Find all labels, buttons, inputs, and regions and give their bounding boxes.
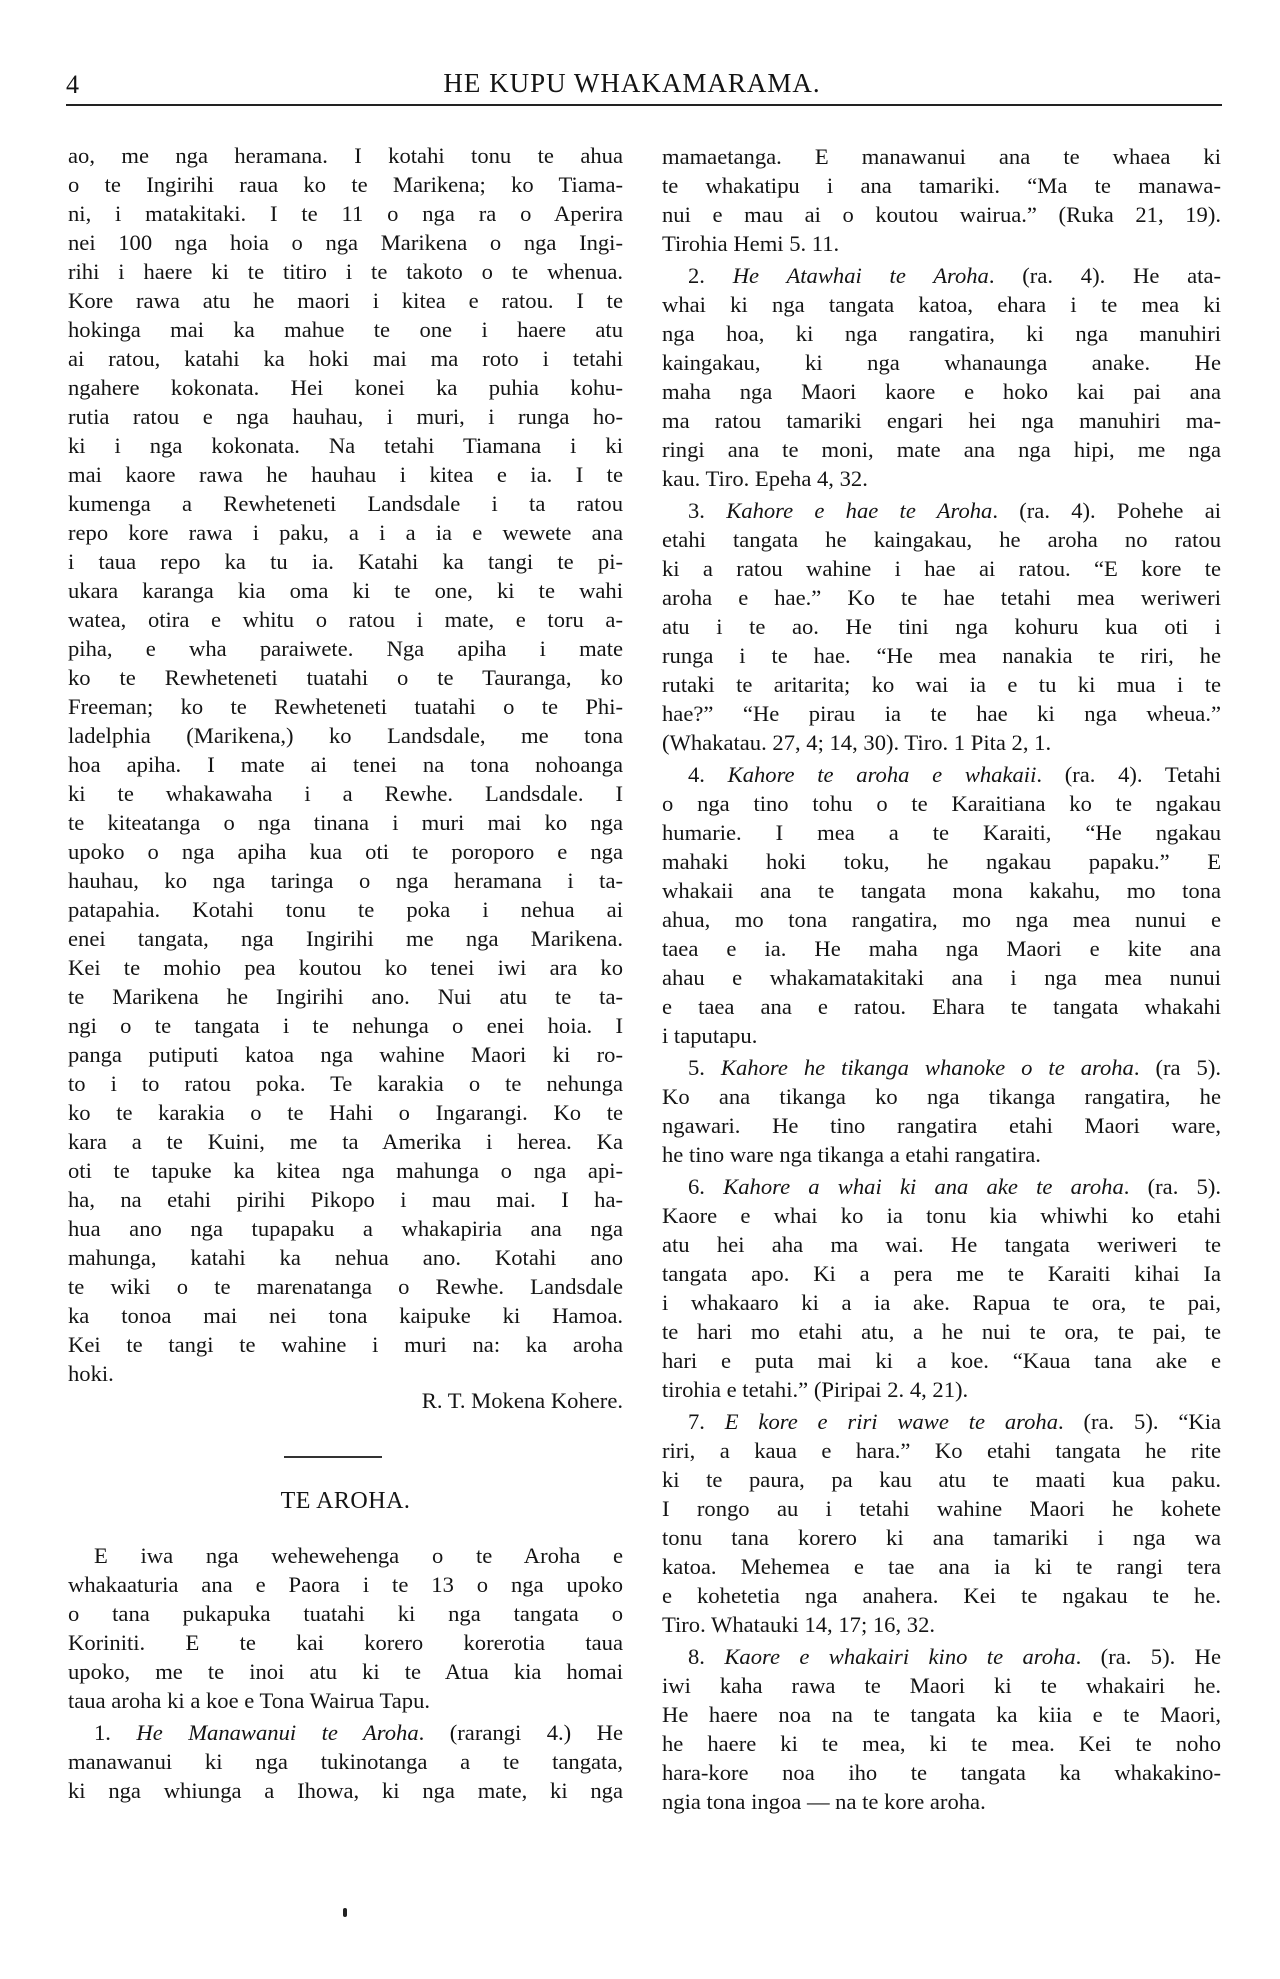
text-line: ni, i matakitaki. I te 11 o nga ra o Aperira <box>68 201 623 226</box>
text-line: He haere noa na te tangata ka kiia e te Maori, <box>662 1702 1221 1727</box>
text-line: riri, a kaua e hara.” Ko etahi tangata he rite <box>662 1438 1221 1463</box>
text-segment: 8. <box>688 1644 725 1669</box>
text-segment: . (rarangi 4.) He <box>418 1720 623 1745</box>
text-line: ringi ana te moni, mate ana nga hipi, me nga <box>662 437 1221 462</box>
italic-heading: He Atawhai te Aroha <box>732 263 989 288</box>
text-line: hua ano nga tupapaku a whakapiria ana nga <box>68 1216 623 1241</box>
section-divider <box>284 1456 382 1458</box>
text-segment: . (ra. 5). “Kia <box>1058 1409 1221 1434</box>
text-line: kau. Tiro. Epeha 4, 32. <box>662 466 868 491</box>
text-line: hoki. <box>68 1361 114 1386</box>
italic-heading: Kahore a whai ki ana ake te aroha <box>723 1174 1124 1199</box>
text-segment: 4. <box>688 762 728 787</box>
text-line: o tana pukapuka tuatahi ki nga tangata o <box>68 1601 623 1626</box>
text-line: ngahere kokonata. Hei konei ka puhia kohu- <box>68 375 623 400</box>
article-signature: R. T. Mokena Kohere. <box>421 1388 623 1413</box>
italic-heading: Kahore te aroha e whakaii <box>727 762 1037 787</box>
text-segment: 1. <box>94 1720 137 1745</box>
text-segment: . (ra. 4). Pohehe ai <box>992 498 1222 523</box>
text-line: i taputapu. <box>662 1023 758 1048</box>
text-line: te wiki o te marenatanga o Rewhe. Landsdale <box>68 1274 623 1299</box>
text-line: ahua, mo tona rangatira, mo nga mea nunui e <box>662 907 1221 932</box>
text-line: tangata apo. Ki a pera me te Karaiti kihai Ia <box>662 1261 1221 1286</box>
text-line: whakaaturia ana e Paora i te 13 o nga upoko <box>68 1572 623 1597</box>
text-line: panga putiputi katoa nga wahine Maori ki ro- <box>68 1042 623 1067</box>
text-line <box>662 1172 1221 1201</box>
italic-heading: Kahore he tikanga whanoke o te aroha <box>720 1055 1134 1080</box>
text-line <box>68 1718 623 1747</box>
text-line: upoko o nga apiha kua oti te poroporo e nga <box>68 839 623 864</box>
text-line: kaingakau, ki nga whanaunga anake. He <box>662 350 1221 375</box>
text-line: ahau e whakamatakitaki ana i nga mea nunui <box>662 965 1221 990</box>
text-segment: . (ra. 5). He <box>1075 1644 1221 1669</box>
paragraph <box>662 142 1221 258</box>
text-line: atu i te ao. He tini nga kohuru kua oti i <box>662 614 1221 639</box>
paragraph <box>662 1053 1221 1169</box>
text-line: whai ki nga tangata katoa, ehara i te mea ki <box>662 292 1221 317</box>
text-line: ka tonoa mai nei tona kaipuke ki Hamoa. <box>68 1303 623 1328</box>
text-line: rutia ratou e nga hauhau, i muri, i runga ho- <box>68 404 623 429</box>
text-line: ukara karanga kia oma ki te one, ki te wahi <box>68 578 623 603</box>
text-line: taua aroha ki a koe e Tona Wairua Tapu. <box>68 1688 431 1713</box>
text-line: to i to ratou poka. Te karakia o te nehunga <box>68 1071 623 1096</box>
text-line: maha nga Maori kaore e hoko kai pai ana <box>662 379 1221 404</box>
text-segment: . (ra. 4). He ata- <box>988 263 1222 288</box>
italic-heading: E kore e riri wawe te aroha <box>724 1409 1058 1434</box>
text-line: watea, otira e whitu o ratou i mate, e toru a- <box>68 607 623 632</box>
text-line: hoa apiha. I mate ai tenei na tona nohoanga <box>68 752 623 777</box>
text-line: whakaii ana te tangata mona kakahu, mo tona <box>662 878 1221 903</box>
text-line: hara-kore noa iho te tangata ka whakakino- <box>662 1760 1221 1785</box>
header-rule <box>66 104 1222 106</box>
right-column-te-aroha <box>662 142 1221 1816</box>
text-line: tirohia e tetahi.” (Piripai 2. 4, 21). <box>662 1377 969 1402</box>
text-line: piha, e wha paraiwete. Nga apiha i mate <box>68 636 623 661</box>
paragraph <box>68 1541 623 1715</box>
text-line: patapahia. Kotahi tonu te poka i nehua ai <box>68 897 623 922</box>
text-segment: . (ra. 4). Tetahi <box>1036 762 1221 787</box>
text-line <box>662 496 1221 525</box>
text-line: ha, na etahi pirihi Pikopo i mau mai. I ha- <box>68 1187 623 1212</box>
text-line: nui e mau ai o koutou wairua.” (Ruka 21, 19). <box>662 202 1221 227</box>
text-line: mahaki hoki toku, he ngakau papaku.” E <box>662 849 1221 874</box>
text-line: mamaetanga. E manawanui ana te whaea ki <box>662 144 1221 169</box>
text-line: ai ratou, katahi ka hoki mai ma roto i tetahi <box>68 346 623 371</box>
text-line: katoa. Mehemea e tae ana ia ki te rangi tera <box>662 1554 1221 1579</box>
text-line: ngi o te tangata i te nehunga o enei hoia. I <box>68 1013 623 1038</box>
text-line: Kaore e whai ko ia tonu kia whiwhi ko etahi <box>662 1203 1221 1228</box>
paragraph <box>662 760 1221 1050</box>
text-line: hari e puta mai ki a koe. “Kaua tana ake e <box>662 1348 1221 1373</box>
left-column-article <box>68 141 623 1388</box>
text-line: ko te karakia o te Hahi o Ingarangi. Ko te <box>68 1100 623 1125</box>
ink-speck <box>343 1908 347 1917</box>
text-line: upoko, me te inoi atu ki te Atua kia homai <box>68 1659 623 1684</box>
text-line: he haere ki te mea, ki te mea. Kei te noho <box>662 1731 1221 1756</box>
text-line <box>662 261 1221 290</box>
text-line: Kore rawa atu he maori i kitea e ratou. I te <box>68 288 623 313</box>
text-line: aroha e hae.” Ko te hae tetahi mea weriweri <box>662 585 1221 610</box>
italic-heading: Kaore e whakairi kino te aroha <box>724 1644 1076 1669</box>
text-line: Kei te mohio pea koutou ko tenei iwi ara ko <box>68 955 623 980</box>
text-line: ki te paura, pa kau atu te maati kua paku. <box>662 1467 1221 1492</box>
text-line: (Whakatau. 27, 4; 14, 30). Tiro. 1 Pita 2, 1. <box>662 730 1052 755</box>
text-line: nga hoa, ki nga rangatira, ki nga manuhiri <box>662 321 1221 346</box>
text-line: ladelphia (Marikena,) ko Landsdale, me tona <box>68 723 623 748</box>
text-line: rihi i haere ki te titiro i te takoto o te whenua. <box>68 259 623 284</box>
italic-heading: Kahore e hae te Aroha <box>726 498 993 523</box>
text-line <box>662 1407 1221 1436</box>
text-line: ngia tona ingoa — na te kore aroha. <box>662 1789 986 1814</box>
text-line: iwi kaha rawa te Maori ki te whakairi he. <box>662 1673 1221 1698</box>
text-line: ki te whakawaha i a Rewhe. Landsdale. I <box>68 781 623 806</box>
left-column-te-aroha <box>68 1541 623 1805</box>
text-line: te Marikena he Ingirihi ano. Nui atu te ta- <box>68 984 623 1009</box>
text-line: ma ratou tamariki engari hei nga manuhiri ma- <box>662 408 1221 433</box>
paragraph <box>68 141 623 1388</box>
text-line: i whakaaro ki a ia ake. Rapua te ora, te pai, <box>662 1290 1221 1315</box>
text-line: he tino ware nga tikanga a etahi rangatira. <box>662 1142 1041 1167</box>
paragraph <box>662 496 1221 757</box>
paragraph <box>662 1407 1221 1639</box>
text-line: ngawari. He tino rangatira etahi Maori ware, <box>662 1113 1221 1138</box>
paragraph <box>68 1718 623 1805</box>
text-line: humarie. I mea a te Karaiti, “He ngakau <box>662 820 1221 845</box>
text-line: manawanui ki nga tukinotanga a te tangata, <box>68 1749 623 1774</box>
text-line <box>662 1642 1221 1671</box>
paragraph <box>662 1172 1221 1404</box>
text-line: runga i te hae. “He mea nanakia te riri, he <box>662 643 1221 668</box>
text-line: mahunga, katahi ka nehua ano. Kotahi ano <box>68 1245 623 1270</box>
text-line: te hari mo etahi atu, a he nui te ora, te pai, te <box>662 1319 1221 1344</box>
text-line: Tiro. Whatauki 14, 17; 16, 32. <box>662 1612 936 1637</box>
text-line: o te Ingirihi raua ko te Marikena; ko Tiama- <box>68 172 623 197</box>
italic-heading: He Manawanui te Aroha <box>136 1720 419 1745</box>
text-line: atu hei aha ma wai. He tangata weriweri te <box>662 1232 1221 1257</box>
paragraph <box>662 1642 1221 1816</box>
text-line: Kei te tangi te wahine i muri na: ka aroha <box>68 1332 623 1357</box>
text-segment: 3. <box>688 498 727 523</box>
text-segment: 7. <box>688 1409 725 1434</box>
text-line: hauhau, ko nga taringa o nga heramana i ta- <box>68 868 623 893</box>
text-line: I rongo au i tetahi wahine Maori he kohete <box>662 1496 1221 1521</box>
paragraph <box>662 261 1221 493</box>
text-line: hokinga mai ka mahue te one i haere atu <box>68 317 623 342</box>
text-line <box>662 1053 1221 1082</box>
text-line: E iwa nga wehewehenga o te Aroha e <box>94 1543 623 1568</box>
text-line: ko te Rewheteneti tuatahi o te Tauranga, ko <box>68 665 623 690</box>
text-line: kumenga a Rewheteneti Landsdale i ta ratou <box>68 491 623 516</box>
text-line: Freeman; ko te Rewheteneti tuatahi o te Phi- <box>68 694 623 719</box>
text-line: oti te tapuke ka kitea nga mahunga o nga api- <box>68 1158 623 1183</box>
text-segment: . (ra 5). <box>1133 1055 1221 1080</box>
text-line: ki a ratou wahine i hae ai ratou. “E kore te <box>662 556 1221 581</box>
text-line: ao, me nga heramana. I kotahi tonu te ahua <box>68 143 623 168</box>
text-segment: 2. <box>688 263 733 288</box>
text-line: e taea ana e ratou. Ehara te tangata whakahi <box>662 994 1221 1019</box>
text-line: e kohetetia nga anahera. Kei te ngakau te he. <box>662 1583 1221 1608</box>
text-line: hae?” “He pirau ia te hae ki nga wheua.” <box>662 701 1221 726</box>
text-segment: 6. <box>688 1174 724 1199</box>
text-line: o nga tino tohu o te Karaitiana ko te ngakau <box>662 791 1221 816</box>
text-line: Ko ana tikanga ko nga tikanga rangatira, he <box>662 1084 1221 1109</box>
text-line: mai kaore rawa he hauhau i kitea e ia. I te <box>68 462 623 487</box>
text-line: Tirohia Hemi 5. 11. <box>662 231 840 256</box>
text-line: tonu tana korero ki ana tamariki i nga wa <box>662 1525 1221 1550</box>
text-line: taea e ia. He maha nga Maori e kite ana <box>662 936 1221 961</box>
text-line: kara a te Kuini, me ta Amerika i herea. Ka <box>68 1129 623 1154</box>
text-line: etahi tangata he kaingakau, he aroha no ratou <box>662 527 1221 552</box>
text-line: Koriniti. E te kai korero korerotia taua <box>68 1630 623 1655</box>
running-header-title: HE KUPU WHAKAMARAMA. <box>443 68 821 98</box>
text-line <box>662 760 1221 789</box>
text-line: rutaki te aritarita; ko wai ia e tu ki mua i te <box>662 672 1221 697</box>
text-segment: 5. <box>688 1055 721 1080</box>
text-line: ki nga whiunga a Ihowa, ki nga mate, ki nga <box>68 1778 623 1803</box>
text-line: te whakatipu i ana tamariki. “Ma te manawa- <box>662 173 1221 198</box>
text-line: nei 100 nga hoia o nga Marikena o nga Ingi- <box>68 230 623 255</box>
text-line: ki i nga kokonata. Na tetahi Tiamana i ki <box>68 433 623 458</box>
text-line: te kiteatanga o nga tinana i muri mai ko nga <box>68 810 623 835</box>
text-line: i taua repo ka tu ia. Katahi ka tangi te pi- <box>68 549 623 574</box>
text-segment: . (ra. 5). <box>1123 1174 1222 1199</box>
text-line: repo kore rawa i paku, a i a ia e wewete ana <box>68 520 623 545</box>
page-number: 4 <box>66 70 79 99</box>
text-line: enei tangata, nga Ingirihi me nga Marikena. <box>68 926 623 951</box>
section-title: TE AROHA. <box>280 1488 411 1514</box>
